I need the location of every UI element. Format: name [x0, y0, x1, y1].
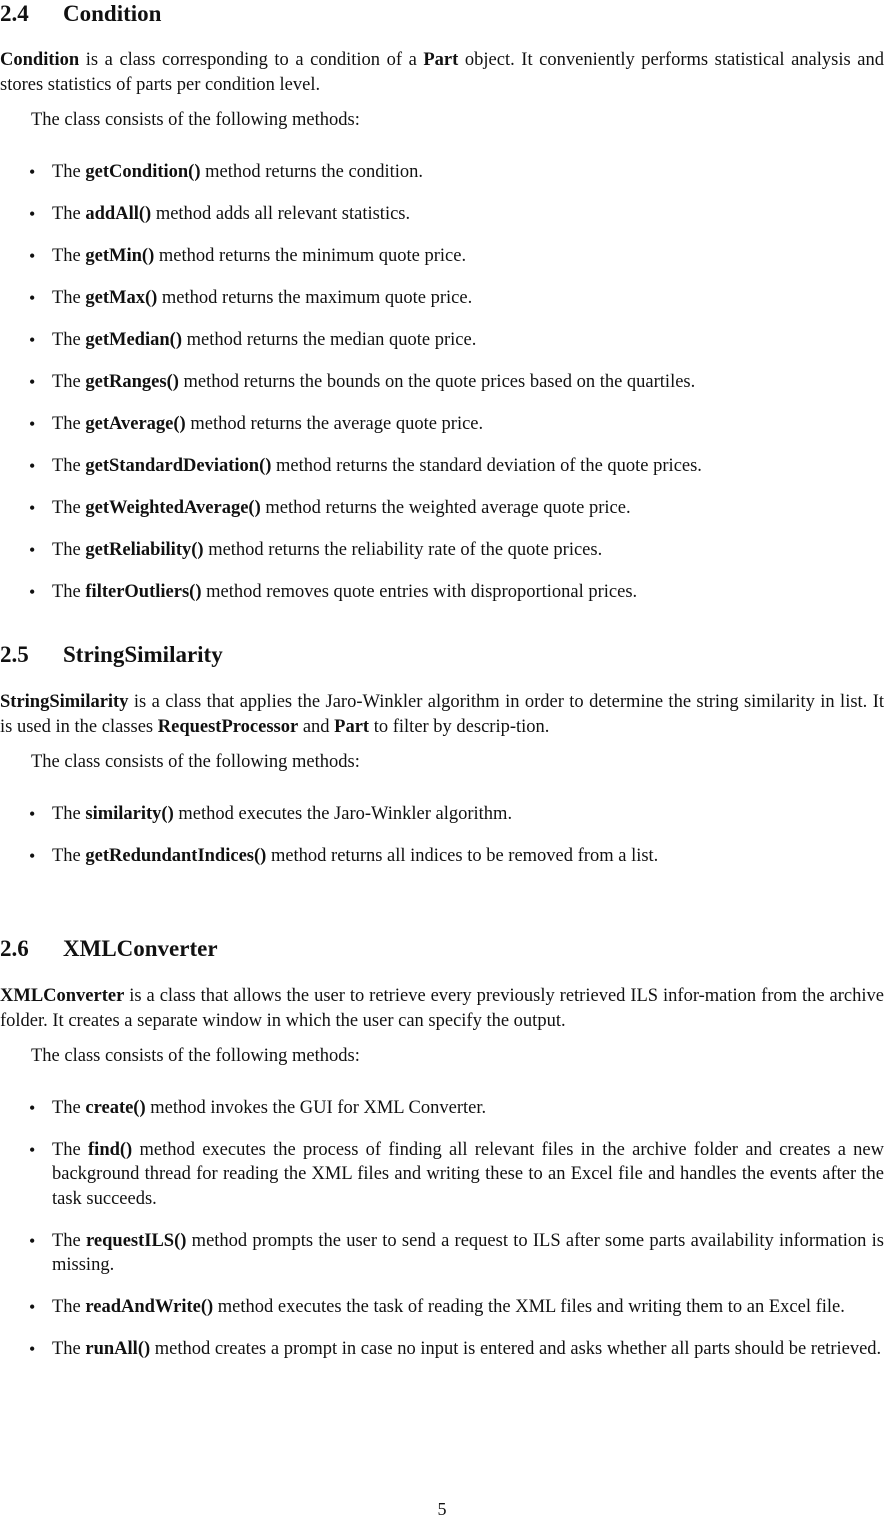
intro-text: is a class that applies the Jaro-Winkler algorithm in order to determine the string similarity in list. It is used in the classes	[0, 692, 884, 737]
bullet-icon: •	[29, 161, 36, 182]
bullet-icon: •	[29, 539, 36, 560]
page-number: 5	[437, 1499, 447, 1519]
method-name: runAll()	[85, 1339, 151, 1359]
item-prefix: The	[52, 371, 86, 392]
item-text: method returns the weighted average quote price.	[260, 497, 631, 518]
item-prefix: The	[52, 1339, 86, 1359]
item-text: method prompts the user to send a request to ILS after some parts availability information is missing.	[52, 1230, 884, 1275]
list-item	[0, 1229, 884, 1278]
method-name: create()	[85, 1097, 146, 1118]
item-text: method returns the minimum quote price.	[154, 245, 467, 266]
methods-intro: The class consists of the following methods:	[31, 110, 360, 130]
item-text: method returns the condition.	[200, 161, 423, 182]
item-prefix: The	[52, 1139, 89, 1160]
item-prefix: The	[52, 245, 86, 266]
list-item	[0, 286, 884, 311]
bullet-icon: •	[29, 203, 36, 224]
section-intro-paragraph	[0, 984, 884, 1033]
item-prefix: The	[52, 161, 86, 182]
bullet-icon: •	[29, 1230, 36, 1251]
method-name: getReliability()	[85, 539, 204, 560]
method-name: find()	[88, 1139, 133, 1160]
bullet-icon: •	[29, 245, 36, 266]
list-item	[0, 580, 884, 605]
method-name: getMedian()	[85, 329, 182, 350]
list-item	[0, 244, 884, 269]
class-name: StringSimilarity	[0, 692, 129, 712]
list-item	[0, 370, 884, 395]
method-name: similarity()	[85, 803, 174, 824]
section-heading	[0, 0, 884, 28]
bullet-icon: •	[29, 803, 36, 824]
section-string-similarity	[0, 641, 884, 886]
section-number: 2.6	[0, 936, 29, 961]
method-list	[0, 160, 884, 605]
class-name: Part	[334, 716, 370, 737]
method-name: getMin()	[85, 245, 155, 266]
method-name: requestILS()	[86, 1230, 187, 1251]
section-intro-paragraph	[0, 690, 884, 739]
method-name: filterOutliers()	[85, 581, 202, 602]
bullet-icon: •	[29, 455, 36, 476]
method-list	[0, 1096, 884, 1362]
item-prefix: The	[52, 287, 86, 308]
method-name: readAndWrite()	[85, 1297, 214, 1317]
section-xml-converter	[0, 935, 884, 1379]
item-prefix: The	[52, 1097, 86, 1118]
section-title: XMLConverter	[63, 936, 218, 961]
section-number: 2.4	[0, 1, 29, 26]
list-item	[0, 160, 884, 185]
item-text: method creates a prompt in case no input is entered and asks whether all parts should be retrieved.	[150, 1339, 882, 1359]
item-prefix: The	[52, 539, 86, 560]
bullet-icon: •	[29, 1339, 36, 1359]
list-item	[0, 412, 884, 437]
list-item	[0, 1295, 884, 1320]
item-text: method returns the maximum quote price.	[157, 287, 473, 308]
method-list	[0, 802, 884, 869]
list-item	[0, 1096, 884, 1121]
intro-text: is a class corresponding to a condition of a	[79, 50, 424, 70]
list-item	[0, 454, 884, 479]
methods-intro: The class consists of the following methods:	[31, 752, 360, 772]
method-name: getStandardDeviation()	[85, 455, 272, 476]
list-item	[0, 328, 884, 353]
item-text: method executes the process of finding all relevant files in the archive folder and creates a new background thread for reading the XML files and writing these to an Excel file and handles the events after the task succeeds.	[52, 1139, 884, 1209]
item-text: method executes the Jaro-Winkler algorithm.	[173, 803, 513, 824]
bullet-icon: •	[29, 1097, 36, 1118]
item-text: method executes the task of reading the XML files and writing them to an Excel file.	[213, 1297, 845, 1317]
item-prefix: The	[52, 455, 86, 476]
item-prefix: The	[52, 1297, 86, 1317]
item-prefix: The	[52, 1230, 87, 1251]
item-prefix: The	[52, 497, 86, 518]
section-heading	[0, 935, 884, 963]
item-text: method returns the bounds on the quote prices based on the quartiles.	[178, 371, 696, 392]
method-name: getWeightedAverage()	[85, 497, 261, 518]
item-prefix: The	[52, 203, 86, 224]
item-text: method invokes the GUI for XML Converter.	[145, 1097, 487, 1118]
item-text: method returns the reliability rate of the quote prices.	[203, 539, 603, 560]
item-prefix: The	[52, 581, 86, 602]
method-name: addAll()	[85, 203, 152, 224]
item-text: method adds all relevant statistics.	[151, 203, 411, 224]
bullet-icon: •	[29, 1139, 36, 1160]
class-name: RequestProcessor	[157, 716, 299, 737]
intro-text: to filter by descrip-tion.	[369, 716, 550, 737]
method-name: getAverage()	[85, 413, 186, 434]
method-name: getCondition()	[85, 161, 201, 182]
section-intro-paragraph	[0, 48, 884, 97]
item-text: method returns the standard deviation of the quote prices.	[271, 455, 702, 476]
intro-text: and	[298, 716, 335, 737]
section-heading	[0, 641, 884, 669]
bullet-icon: •	[29, 329, 36, 350]
method-name: getMax()	[85, 287, 158, 308]
bullet-icon: •	[29, 1297, 36, 1317]
bullet-icon: •	[29, 497, 36, 518]
method-name: getRedundantIndices()	[85, 845, 267, 866]
bullet-icon: •	[29, 287, 36, 308]
list-item	[0, 538, 884, 563]
item-prefix: The	[52, 413, 86, 434]
list-item	[0, 1337, 884, 1362]
class-name: XMLConverter	[0, 986, 125, 1006]
intro-text: object. It conveniently performs statistical analysis and stores statistics of parts per condition level.	[0, 50, 884, 95]
intro-text: is a class that allows the user to retrieve every previously retrieved ILS infor-mation from the archive folder. It creates a separate window in which the user can specify the output.	[0, 986, 884, 1031]
bullet-icon: •	[29, 845, 36, 866]
item-prefix: The	[52, 845, 86, 866]
item-text: method returns the median quote price.	[181, 329, 477, 350]
section-title: StringSimilarity	[63, 642, 223, 667]
list-item	[0, 1138, 884, 1212]
list-item	[0, 844, 884, 869]
method-name: getRanges()	[85, 371, 179, 392]
item-prefix: The	[52, 803, 86, 824]
bullet-icon: •	[29, 581, 36, 602]
section-number: 2.5	[0, 642, 29, 667]
methods-intro: The class consists of the following methods:	[31, 1046, 360, 1066]
item-text: method returns all indices to be removed from a list.	[266, 845, 659, 866]
class-name: Part	[423, 50, 459, 70]
item-text: method returns the average quote price.	[185, 413, 484, 434]
bullet-icon: •	[29, 371, 36, 392]
section-condition	[0, 0, 884, 622]
list-item	[0, 496, 884, 521]
list-item	[0, 802, 884, 827]
item-text: method removes quote entries with disproportional prices.	[201, 581, 638, 602]
item-prefix: The	[52, 329, 86, 350]
bullet-icon: •	[29, 413, 36, 434]
section-title: Condition	[63, 1, 162, 26]
list-item	[0, 202, 884, 227]
class-name: Condition	[0, 50, 80, 70]
